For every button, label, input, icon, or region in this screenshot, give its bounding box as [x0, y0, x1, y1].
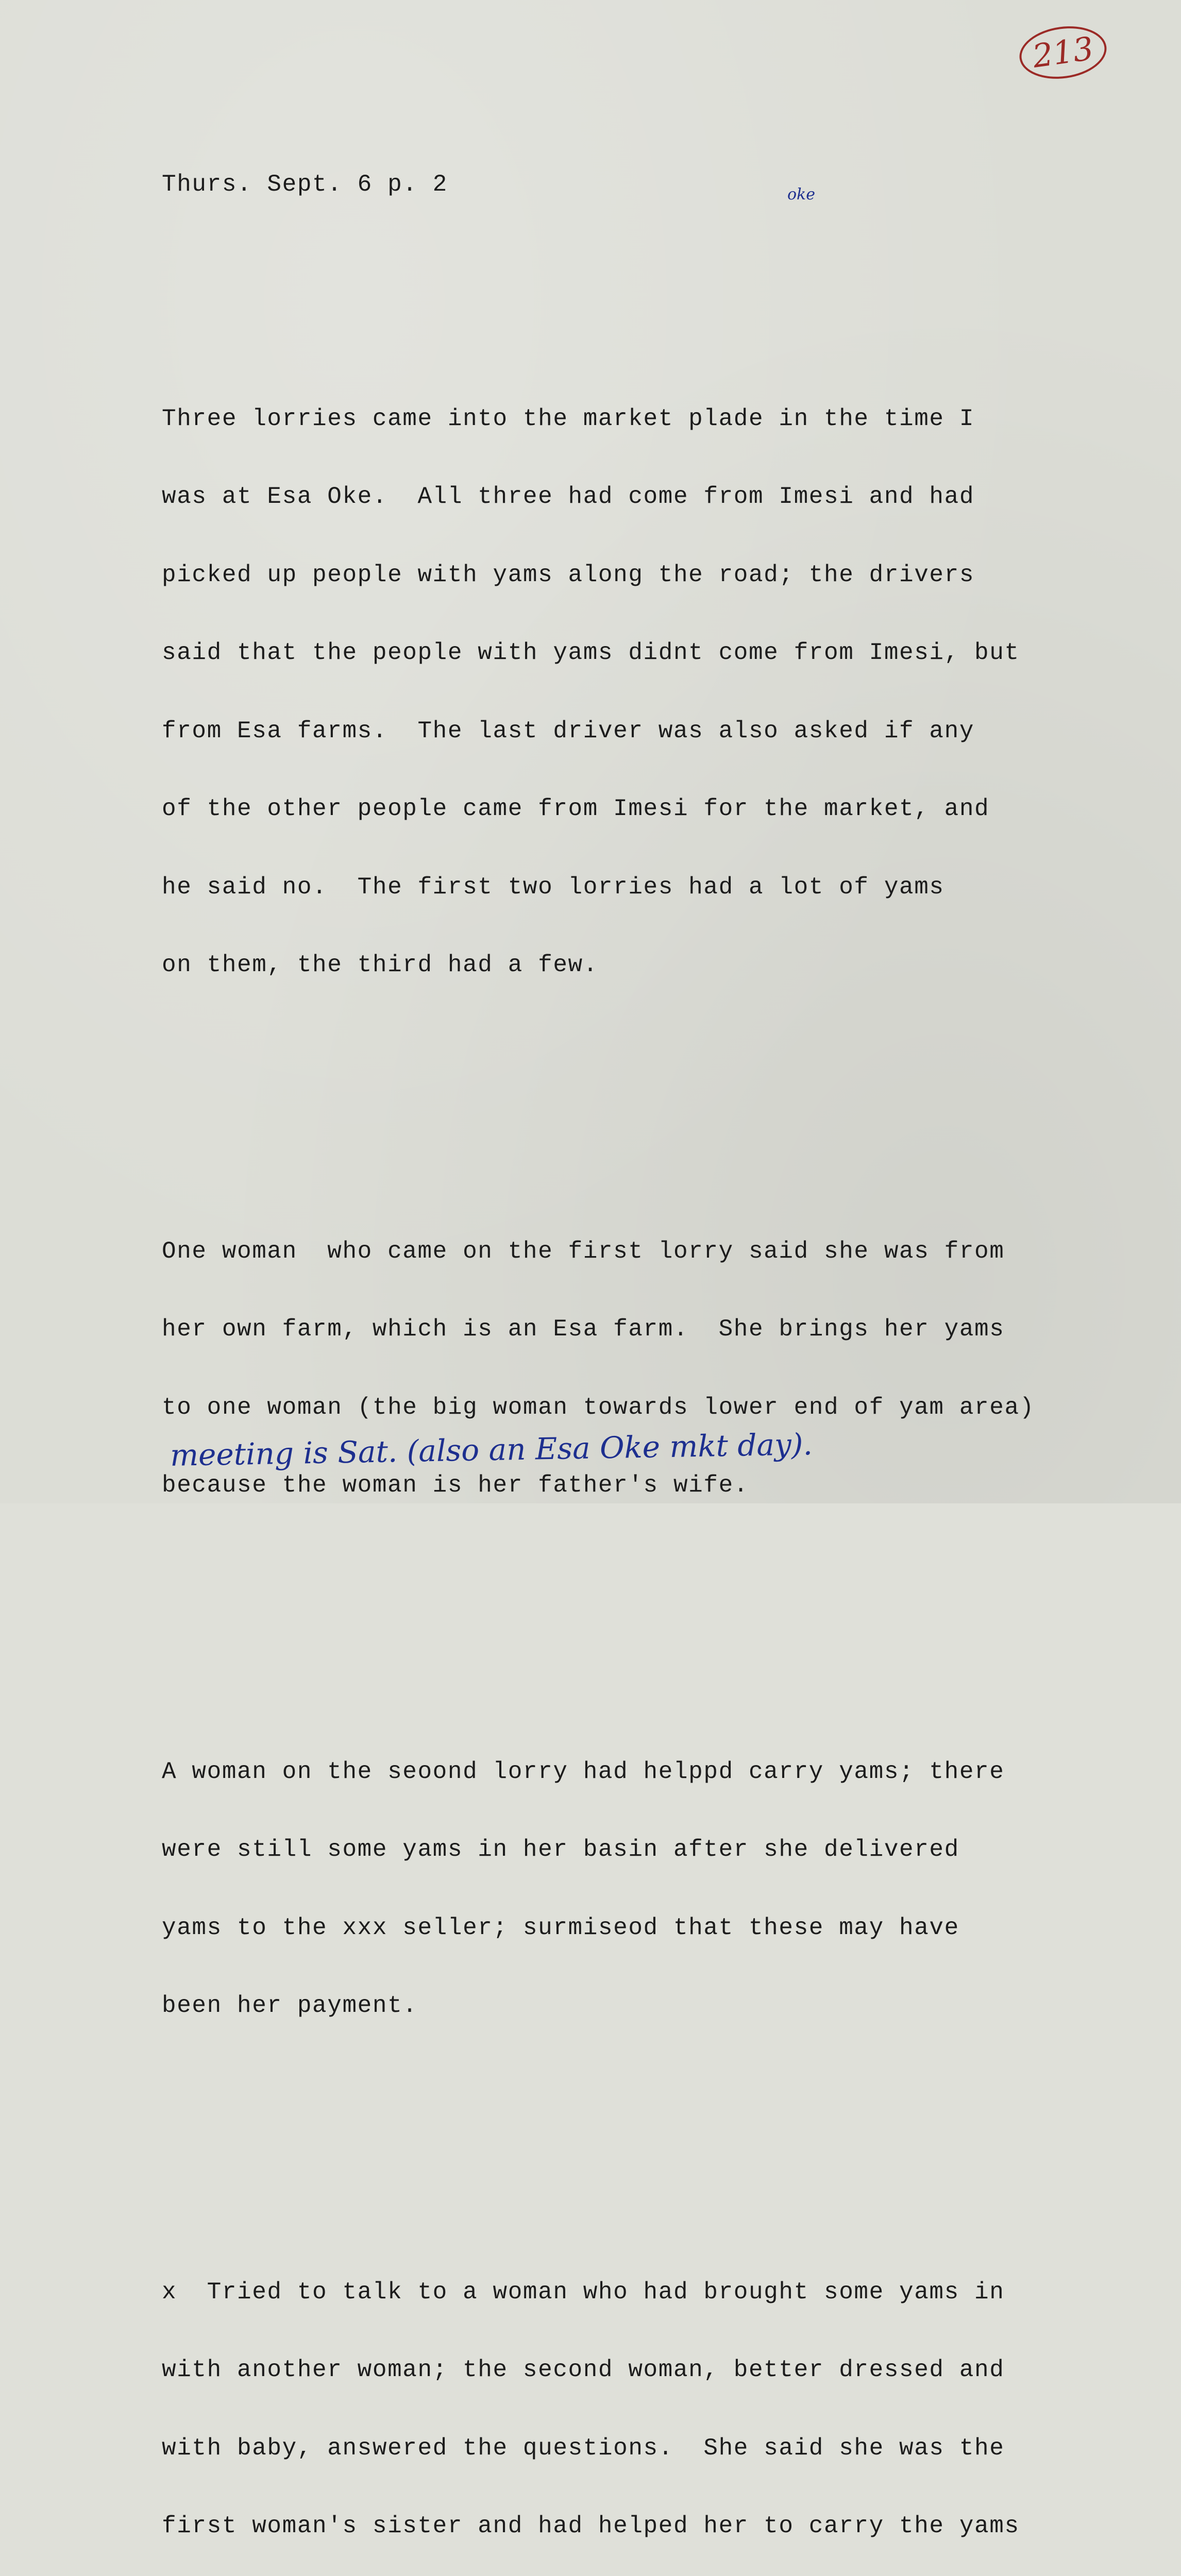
text-line: her own farm, which is an Esa farm. She brings her yams	[162, 1316, 1110, 1343]
text-line: was at Esa Oke. All three had come from Imesi and had	[162, 484, 1110, 510]
typed-text	[162, 120, 1110, 2576]
paragraph-4	[162, 2227, 1110, 2576]
paragraph-2	[162, 1187, 1110, 1551]
text-line: he said no. The first two lorries had a lot of yams	[162, 874, 1110, 901]
text-line: of the other people came from Imesi for the market, and	[162, 796, 1110, 822]
paragraph-1	[162, 354, 1110, 1030]
text-line: with baby, answered the questions. She said she was the	[162, 2435, 1110, 2462]
text-line: on them, the third had a few.	[162, 952, 1110, 978]
text-line: yams to the xxx seller; surmiseod that these may have	[162, 1915, 1110, 1941]
text-line: were still some yams in her basin after she delivered	[162, 1837, 1110, 1863]
text-line: to one woman (the big woman towards lower end of yam area)	[162, 1395, 1110, 1421]
text-line: said that the people with yams didnt come from Imesi, but	[162, 640, 1110, 666]
page-number: 213	[1031, 32, 1095, 73]
paragraph-3	[162, 1707, 1110, 2071]
text-line: picked up people with yams along the road; the drivers	[162, 562, 1110, 588]
text-line: from Esa farms. The last driver was also asked if any	[162, 718, 1110, 744]
heading: Thurs. Sept. 6 p. 2	[162, 172, 1110, 198]
insertion-note: oke	[787, 185, 815, 204]
text-line: x Tried to talk to a woman who had brought some yams in	[162, 2279, 1110, 2306]
text-line: Three lorries came into the market plade in the time I	[162, 406, 1110, 432]
text-line: first woman's sister and had helped her to carry the yams	[162, 2513, 1110, 2539]
text-line: with another woman; the second woman, better dressed and	[162, 2357, 1110, 2383]
text-line: A woman on the seoond lorry had helppd carry yams; there	[162, 1759, 1110, 1785]
text-line: been her payment.	[162, 1993, 1110, 2019]
page-number-circle	[1016, 21, 1110, 84]
text-line: because the woman is her father's wife.	[162, 1472, 1110, 1499]
text-line: One woman who came on the first lorry said she was from	[162, 1239, 1110, 1265]
handwritten-note: meeting is Sat. (also an Esa Oke mkt day).	[170, 1427, 813, 1473]
